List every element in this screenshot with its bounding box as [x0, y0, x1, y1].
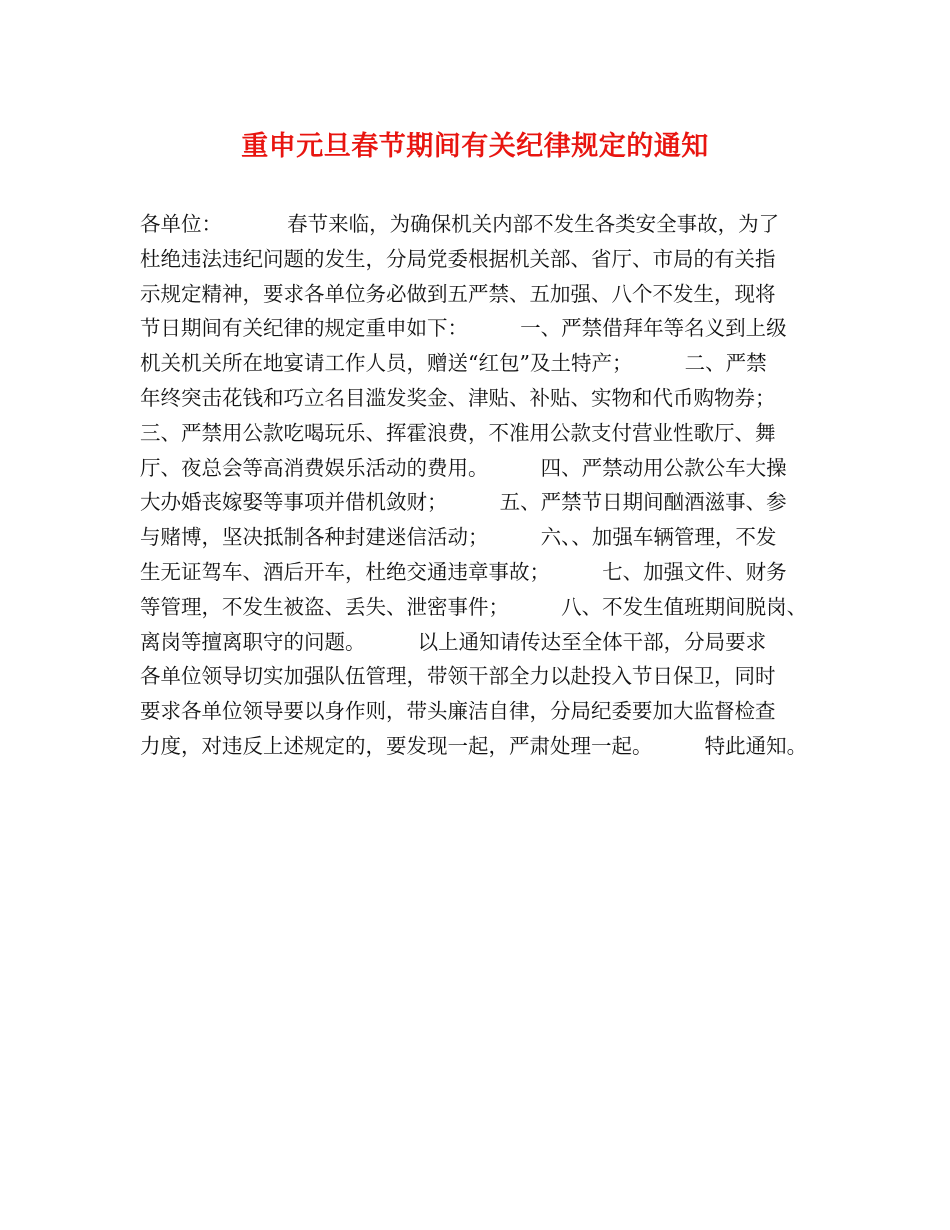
document-title: 重申元旦春节期间有关纪律规定的通知: [241, 131, 709, 162]
body-line: 厅、夜总会等高消费娱乐活动的费用。 四、严禁动用公款公车大操: [140, 455, 787, 480]
body-line: 等管理，不发生被盗、丢失、泄密事件； 八、不发生值班期间脱岗、: [140, 594, 808, 619]
body-line: 三、严禁用公款吃喝玩乐、挥霍浪费，不准用公款支付营业性歌厅、舞: [140, 420, 776, 445]
body-line: 节日期间有关纪律的规定重申如下： 一、严禁借拜年等名义到上级: [140, 316, 787, 341]
body-line: 与赌博，坚决抵制各种封建迷信活动； 六、、加强车辆管理，不发: [140, 525, 777, 550]
body-line: 生无证驾车、酒后开车，杜绝交通违章事故； 七、加强文件、财务: [140, 559, 787, 584]
body-line: 示规定精神，要求各单位务必做到五严禁、五加强、八个不发生，现将: [140, 281, 776, 306]
body-line: 机关机关所在地宴请工作人员，赠送“红包”及土特产； 二、严禁: [140, 351, 767, 376]
body-line: 杜绝违法违纪问题的发生，分局党委根据机关部、省厅、市局的有关指: [140, 246, 776, 271]
body-line: 各单位领导切实加强队伍管理，带领干部全力以赴投入节日保卫，同时: [140, 664, 776, 689]
body-line: 离岗等擅离职守的问题。 以上通知请传达至全体干部，分局要求: [140, 629, 767, 654]
document-body: [140, 207, 830, 764]
body-line: 力度，对违反上述规定的，要发现一起，严肃处理一起。 特此通知。: [140, 733, 808, 758]
body-line: 要求各单位领导要以身作则，带头廉洁自律，分局纪委要加大监督检查: [140, 699, 776, 724]
body-line: 年终突击花钱和巧立名目滥发奖金、津贴、补贴、实物和代币购物券；: [140, 385, 776, 410]
body-line: 大办婚丧嫁娶等事项并借机敛财； 五、严禁节日期间酗酒滋事、参: [140, 490, 787, 515]
body-line: 各单位： 春节来临，为确保机关内部不发生各类安全事故，为了: [140, 212, 780, 236]
